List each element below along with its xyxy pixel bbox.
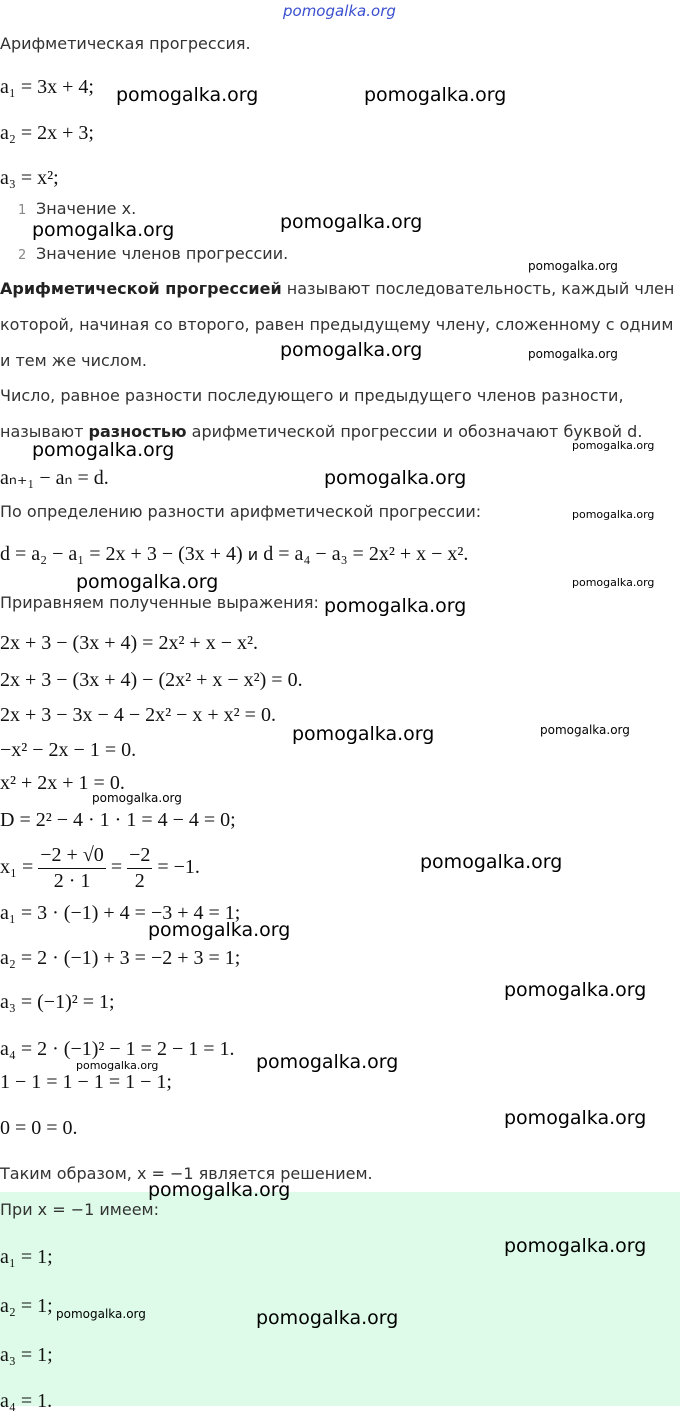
- watermark: pomogalka.org: [92, 791, 182, 805]
- watermark: pomogalka.org: [292, 723, 435, 745]
- check-zero: 0 = 0 = 0.: [0, 1117, 78, 1139]
- watermark: pomogalka.org: [540, 723, 630, 737]
- given-a3: a₃ = x²;: [0, 167, 59, 189]
- watermark: pomogalka.org: [572, 439, 655, 452]
- header-watermark: pomogalka.org: [283, 2, 396, 20]
- step-3: 2x + 3 − 3x − 4 − 2x² − x + x² = 0.: [0, 704, 276, 726]
- fraction-1-numerator: −2 + √0: [38, 843, 106, 869]
- watermark: pomogalka.org: [504, 1235, 647, 1257]
- d-expression-right: d = a₄ − a₃ = 2x² + x − x².: [263, 543, 469, 565]
- watermark: pomogalka.org: [504, 1107, 647, 1129]
- watermark: pomogalka.org: [32, 439, 175, 461]
- answer-intro: При x = −1 имеем:: [0, 1200, 160, 1219]
- fraction-2-denominator: 2: [134, 870, 145, 892]
- d-expression-and: и: [242, 545, 264, 564]
- list-number: 1: [18, 203, 27, 218]
- definition-line-1: [0, 279, 674, 298]
- check-a1: a₁ = 3 · (−1) + 4 = −3 + 4 = 1;: [0, 902, 241, 924]
- watermark: pomogalka.org: [256, 1051, 399, 1073]
- watermark: pomogalka.org: [528, 259, 618, 273]
- watermark: pomogalka.org: [148, 919, 291, 941]
- watermark: pomogalka.org: [280, 339, 423, 361]
- check-a3: a₃ = (−1)² = 1;: [0, 991, 115, 1013]
- difference-pre: называют: [0, 422, 89, 441]
- list-text: Значение x.: [36, 199, 137, 218]
- watermark: pomogalka.org: [364, 84, 507, 106]
- x1-lhs: x₁ =: [0, 856, 34, 879]
- list-item: [18, 199, 136, 218]
- watermark: pomogalka.org: [324, 467, 467, 489]
- by-definition-text: По определению разности арифметической прогрессии:: [0, 502, 482, 521]
- step-4: −x² − 2x − 1 = 0.: [0, 739, 137, 761]
- given-a2: a₂ = 2x + 3;: [0, 122, 94, 144]
- watermark: pomogalka.org: [76, 571, 219, 593]
- d-expression: [0, 543, 468, 566]
- list-text: Значение членов прогрессии.: [36, 244, 289, 263]
- conclusion-text: Таким образом, x = −1 является решением.: [0, 1164, 373, 1183]
- list-item: [18, 244, 288, 263]
- watermark: pomogalka.org: [280, 211, 423, 233]
- definition-rest: называют последовательность, каждый член: [281, 279, 675, 298]
- step-1: 2x + 3 − (3x + 4) = 2x² + x − x².: [0, 632, 258, 654]
- page-title: Арифметическая прогрессия.: [0, 34, 251, 53]
- d-expression-left: d = a₂ − a₁ = 2x + 3 − (3x + 4): [0, 543, 243, 565]
- definition-term: Арифметической прогрессией: [0, 279, 282, 298]
- watermark: pomogalka.org: [32, 219, 175, 241]
- step-6: D = 2² − 4 · 1 · 1 = 4 − 4 = 0;: [0, 809, 236, 831]
- fraction-1: [38, 843, 106, 894]
- fraction-1-denominator: 2 · 1: [53, 870, 91, 892]
- watermark: pomogalka.org: [420, 851, 563, 873]
- check-difference: 1 − 1 = 1 − 1 = 1 − 1;: [0, 1071, 172, 1093]
- definition-line-2: которой, начиная со второго, равен предыдущему члену, сложенному с одним: [0, 315, 674, 334]
- x1-equals: =: [110, 856, 123, 879]
- watermark: pomogalka.org: [56, 1307, 146, 1321]
- watermark: pomogalka.org: [324, 595, 467, 617]
- check-a2: a₂ = 2 · (−1) + 3 = −2 + 3 = 1;: [0, 947, 241, 969]
- answer-a2: a₂ = 1;: [0, 1295, 53, 1317]
- watermark: pomogalka.org: [148, 1179, 291, 1201]
- fraction-2: [127, 843, 152, 894]
- check-a4: a₄ = 2 · (−1)² − 1 = 2 − 1 = 1.: [0, 1038, 235, 1060]
- answer-a3: a₃ = 1;: [0, 1344, 53, 1366]
- given-a1: a₁ = 3x + 4;: [0, 76, 94, 98]
- difference-post: арифметической прогрессии и обозначают буквой d.: [186, 422, 643, 441]
- answer-a1: a₁ = 1;: [0, 1246, 53, 1268]
- difference-term: разностью: [88, 422, 187, 441]
- x1-formula: [0, 843, 200, 894]
- watermark: pomogalka.org: [572, 508, 655, 521]
- definition-line-3: и тем же числом.: [0, 351, 147, 370]
- watermark: pomogalka.org: [528, 347, 618, 361]
- equate-text: Приравняем полученные выражения:: [0, 593, 319, 612]
- answer-a4: a₄ = 1.: [0, 1390, 53, 1412]
- answer-box: [0, 1192, 680, 1406]
- watermark: pomogalka.org: [256, 1307, 399, 1329]
- watermark: pomogalka.org: [572, 576, 655, 589]
- step-2: 2x + 3 − (3x + 4) − (2x² + x − x²) = 0.: [0, 669, 303, 691]
- watermark: pomogalka.org: [116, 84, 259, 106]
- watermark: pomogalka.org: [76, 1059, 159, 1072]
- step-5: x² + 2x + 1 = 0.: [0, 772, 125, 794]
- formula-d: aₙ₊₁ − aₙ = d.: [0, 467, 109, 489]
- fraction-2-numerator: −2: [127, 843, 152, 869]
- list-number: 2: [18, 248, 27, 263]
- x1-rhs: = −1.: [157, 856, 200, 879]
- watermark: pomogalka.org: [504, 979, 647, 1001]
- difference-line-1: Число, равное разности последующего и предыдущего членов разности,: [0, 386, 624, 405]
